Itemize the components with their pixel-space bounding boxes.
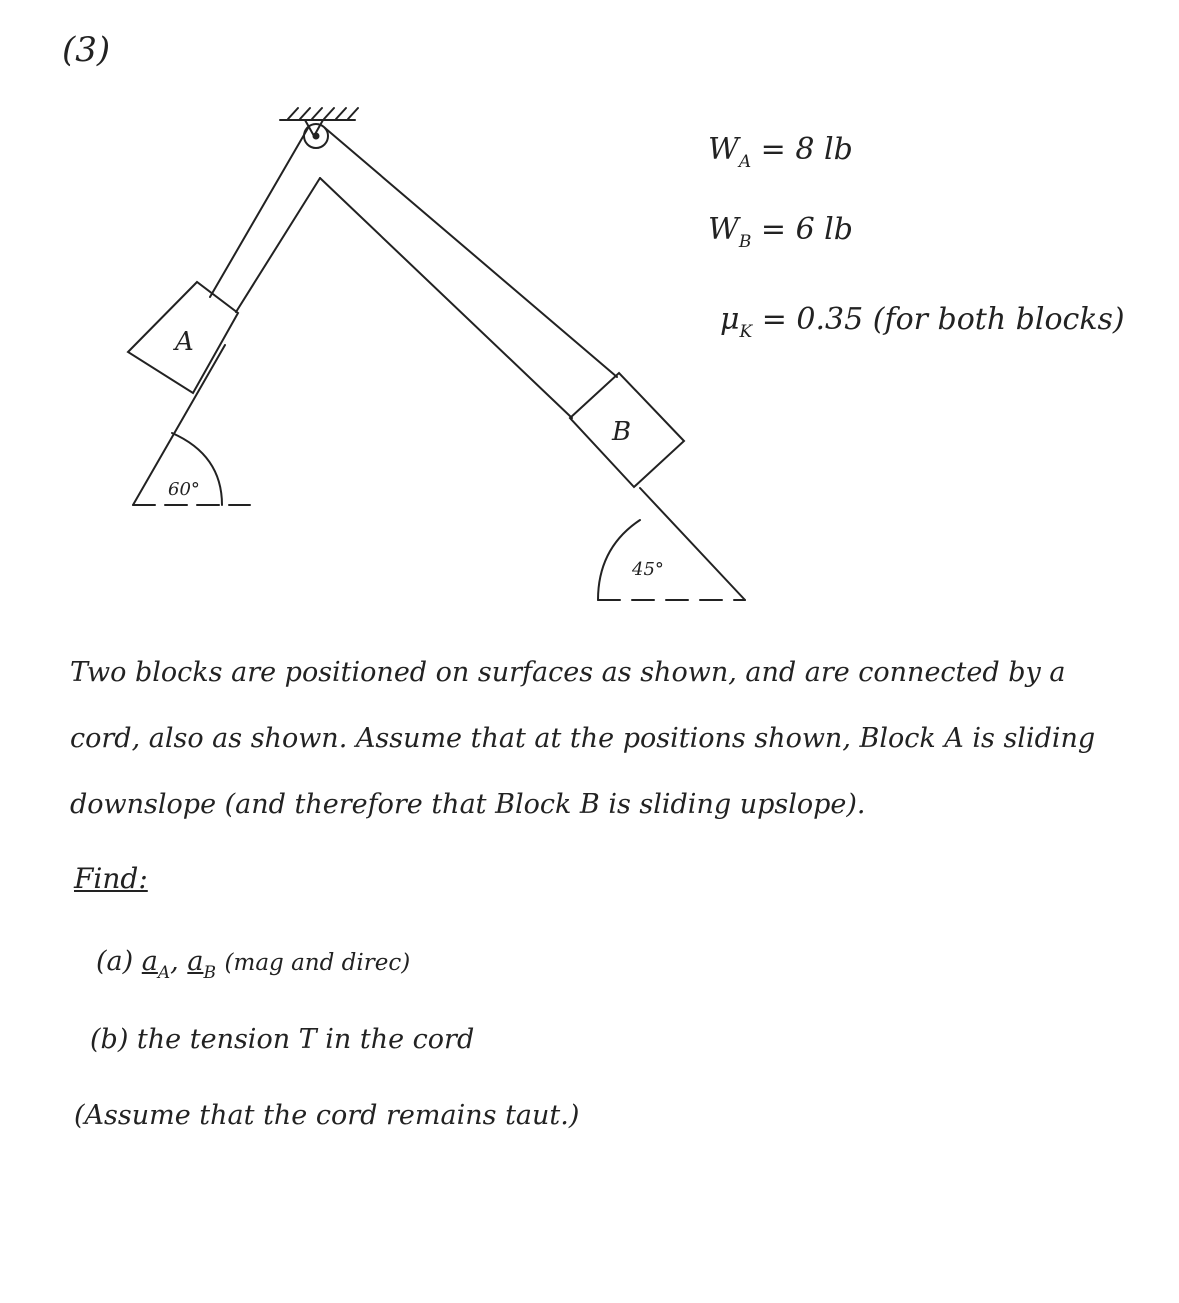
angle-a-label: 60° — [168, 479, 200, 500]
cord-segment-a-inner — [236, 178, 320, 312]
wa-value: = 8 lb — [760, 132, 853, 167]
given-weight-b — [708, 212, 853, 252]
find-part-b: (b) the tension T in the cord — [90, 1024, 475, 1055]
part-a-accel-b-sub: B — [203, 963, 216, 983]
wb-symbol: W — [708, 212, 739, 247]
wb-subscript: B — [738, 232, 752, 252]
problem-statement: Two blocks are positioned on surfaces as shown, and are connected by a cord, also as shown. Assume that at the positions shown, Block A is sliding downslope (and therefore that Block B is sliding upslope). — [70, 657, 1096, 820]
given-weight-a — [708, 132, 853, 172]
angle-b-label: 45° — [632, 559, 664, 580]
assumption-note: (Assume that the cord remains taut.) — [74, 1100, 580, 1131]
cord-segment-b — [325, 128, 617, 377]
block-b-label: B — [612, 417, 632, 447]
find-label: Find: — [74, 862, 148, 895]
mu-symbol: μ — [720, 302, 740, 337]
ceiling-support — [280, 108, 358, 136]
part-a-separator: , — [170, 946, 179, 977]
wa-subscript: A — [738, 152, 752, 172]
part-a-prefix: (a) — [96, 946, 134, 977]
find-part-a — [96, 946, 410, 983]
part-a-accel-b: a — [187, 946, 204, 977]
wa-symbol: W — [708, 132, 739, 167]
cord-segment-a — [210, 128, 308, 297]
part-a-note: (mag and direc) — [224, 950, 411, 976]
part-a-accel-a-sub: A — [157, 963, 171, 983]
mu-subscript: K — [739, 322, 753, 342]
incline-b-slope — [640, 488, 745, 600]
cord-segment-b-inner — [320, 178, 572, 418]
wb-value: = 6 lb — [760, 212, 853, 247]
mu-value: = 0.35 (for both blocks) — [761, 302, 1125, 337]
part-a-accel-a: a — [141, 946, 158, 977]
problem-number: (3) — [62, 30, 111, 70]
block-a-label: A — [175, 327, 194, 357]
given-friction — [720, 302, 1125, 342]
